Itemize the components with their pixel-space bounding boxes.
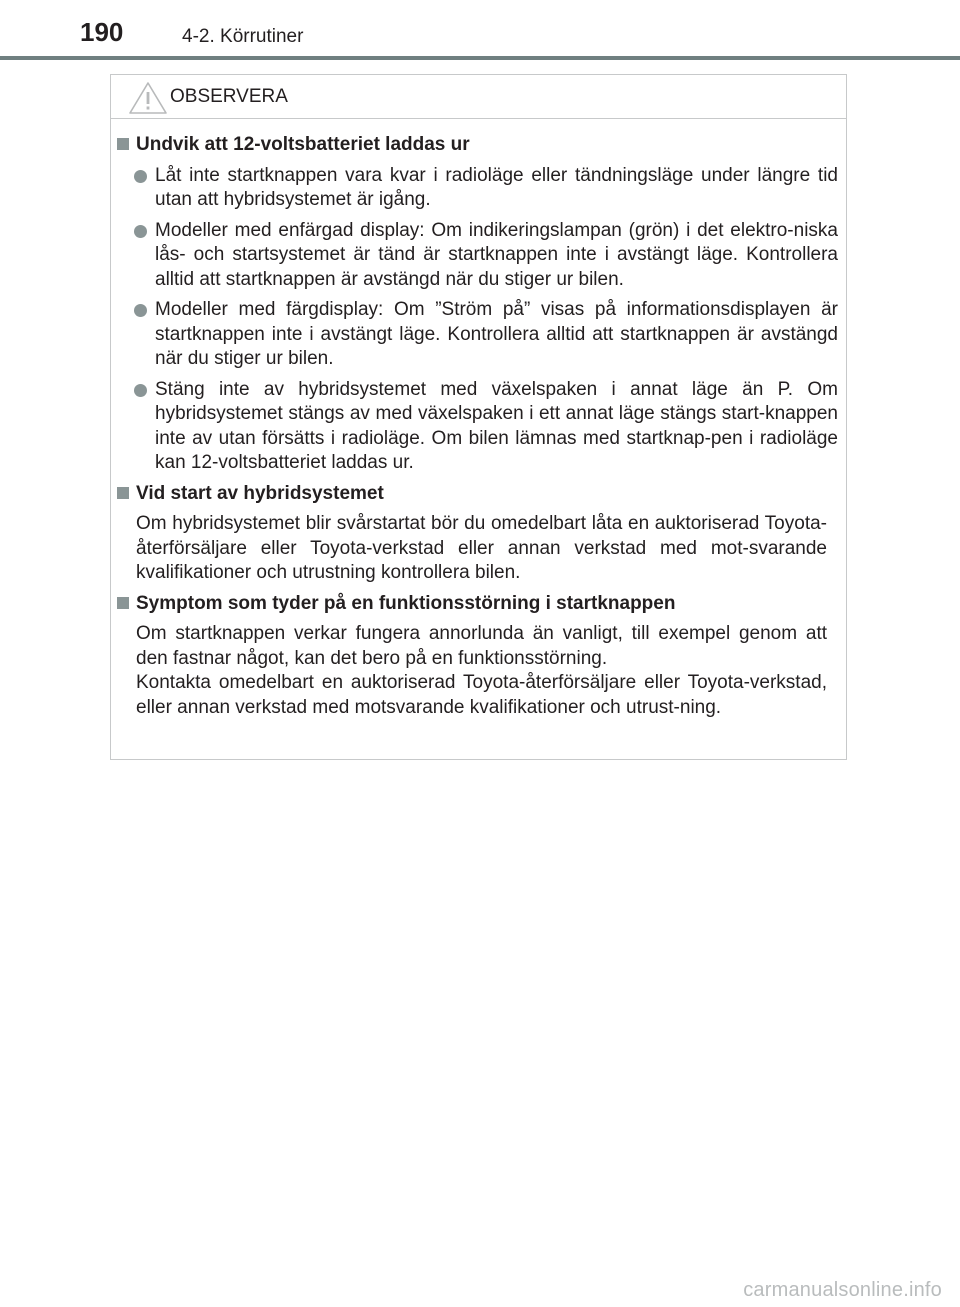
paragraph: Kontakta omedelbart en auktoriserad Toyota-återförsäljare eller Toyota-verkstad, eller annan verkstad med motsvarande kvalifikationer och utrust-ning. — [136, 672, 827, 718]
caution-label: OBSERVERA — [170, 86, 288, 107]
round-bullet-icon — [134, 170, 147, 183]
square-bullet-icon — [117, 487, 129, 499]
list-item — [111, 164, 846, 213]
list-item — [111, 219, 846, 293]
section-heading-symptom — [111, 592, 846, 617]
paragraph: Om hybridsystemet blir svårstartat bör du omedelbart låta en auktoriserad Toyota-återförsäljare eller Toyota-verkstad eller annan verkstad med mot-svarande kvalifikationer och utrustning kontrollera bilen. — [136, 513, 827, 583]
list-item-text: Stäng inte av hybridsystemet med växelspaken i annat läge än P. Om hybridsystemet stängs av med växelspaken i ett annat läge stängs start-knappen inte av utan försätts i radioläge. Om bilen lämnas med startknap-pen i radioläge kan 12-voltsbatteriet laddas ur. — [155, 378, 838, 473]
round-bullet-icon — [134, 384, 147, 397]
caution-header — [111, 75, 846, 119]
list-item — [111, 298, 846, 372]
round-bullet-icon — [134, 304, 147, 317]
page-header — [0, 0, 960, 60]
square-bullet-icon — [117, 138, 129, 150]
section-heading-battery — [111, 133, 846, 158]
square-bullet-icon — [117, 597, 129, 609]
watermark: carmanualsonline.info — [743, 1279, 942, 1301]
heading-text: Undvik att 12-voltsbatteriet laddas ur — [136, 134, 470, 155]
heading-text: Vid start av hybridsystemet — [136, 482, 384, 504]
list-item-text: Modeller med enfärgad display: Om indikeringslampan (grön) i det elektro-niska lås- och startsystemet är tänd är startknappen inte i avstängt läge. Kontrollera alltid att startknappen är avstängd när du stiger ur bilen. — [155, 219, 838, 290]
list-item — [111, 378, 846, 476]
caution-content — [111, 133, 846, 726]
list-item-text: Låt inte startknappen vara kvar i radioläge eller tändningsläge under längre tid utan att hybridsystemet är igång. — [155, 164, 838, 210]
header-rule — [0, 56, 960, 60]
caution-box — [110, 74, 847, 760]
paragraph: Om startknappen verkar fungera annorlunda än vanligt, till exempel genom att den fastnar något, kan det bero på en funktionsstörning. — [136, 623, 827, 669]
warning-triangle-icon — [128, 81, 168, 115]
heading-text: Symptom som tyder på en funktionsstörning i startknappen — [136, 592, 676, 614]
round-bullet-icon — [134, 225, 147, 238]
list-item-text: Modeller med färgdisplay: Om ”Ström på” visas på informationsdisplayen är startknappen inte i avstängt läge. Kontrollera alltid att startknappen är avstängd när du stiger ur bilen. — [155, 299, 838, 369]
section-heading-start — [111, 482, 846, 507]
page-number: 190 — [80, 17, 124, 47]
section-title: 4-2. Körrutiner — [182, 26, 304, 47]
